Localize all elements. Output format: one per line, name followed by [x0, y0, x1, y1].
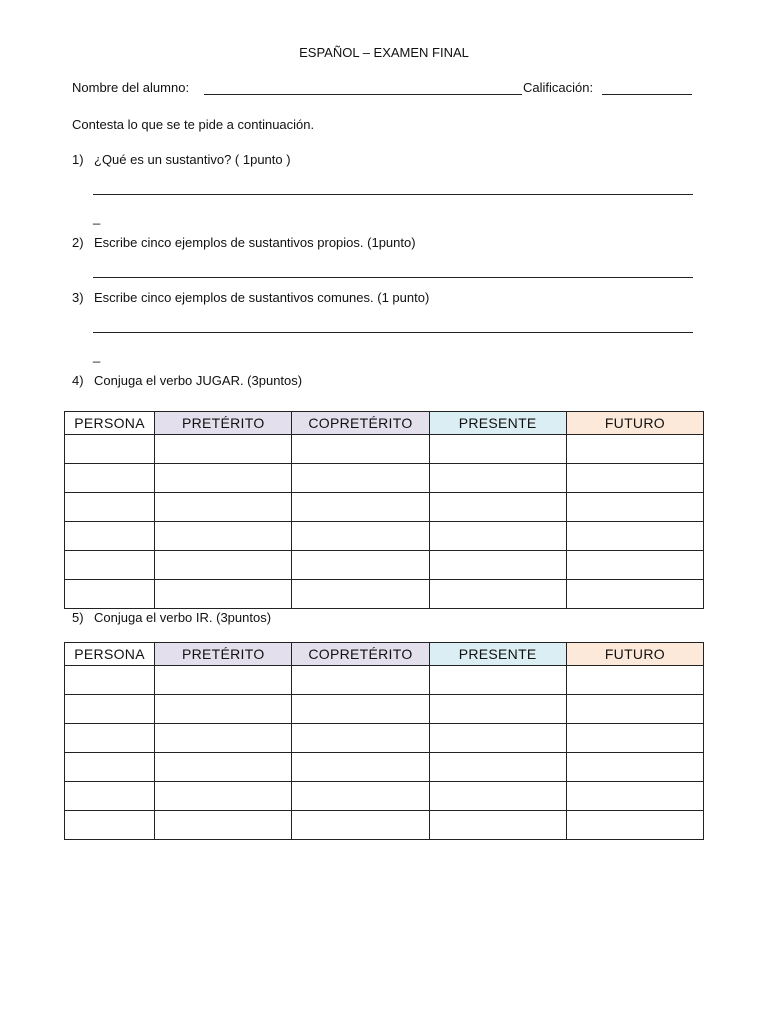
header-futuro: FUTURO: [566, 412, 703, 435]
answer-cell[interactable]: [155, 753, 292, 782]
answer-1-line[interactable]: [93, 194, 693, 195]
grade-label: Calificación:: [523, 80, 594, 95]
answer-cell[interactable]: [429, 551, 566, 580]
header-presente: PRESENTE: [429, 412, 566, 435]
answer-cell[interactable]: [292, 811, 429, 840]
header-persona: PERSONA: [65, 643, 155, 666]
answer-cell[interactable]: [566, 811, 703, 840]
table-header-row: [65, 412, 704, 435]
answer-cell[interactable]: [566, 695, 703, 724]
answer-cell[interactable]: [429, 435, 566, 464]
answer-cell[interactable]: [292, 493, 429, 522]
header-copreterito: COPRETÉRITO: [292, 643, 429, 666]
answer-cell[interactable]: [292, 435, 429, 464]
answer-cell[interactable]: [65, 580, 155, 609]
answer-cell[interactable]: [65, 811, 155, 840]
answer-cell[interactable]: [429, 782, 566, 811]
answer-cell[interactable]: [429, 522, 566, 551]
answer-cell[interactable]: [155, 724, 292, 753]
answer-cell[interactable]: [65, 666, 155, 695]
question-2-number: 2): [72, 235, 84, 250]
answer-cell[interactable]: [566, 580, 703, 609]
instructions: Contesta lo que se te pide a continuación.: [72, 117, 315, 132]
conjugation-table-ir: [64, 642, 704, 840]
answer-cell[interactable]: [65, 464, 155, 493]
answer-cell[interactable]: [292, 580, 429, 609]
answer-cell[interactable]: [155, 811, 292, 840]
answer-3-tail: _: [93, 348, 101, 363]
answer-cell[interactable]: [429, 724, 566, 753]
question-2-text: Escribe cinco ejemplos de sustantivos propios. (1punto): [94, 235, 416, 250]
answer-cell[interactable]: [429, 464, 566, 493]
answer-cell[interactable]: [566, 493, 703, 522]
answer-cell[interactable]: [155, 666, 292, 695]
table-row: [65, 782, 704, 811]
question-1-text: ¿Qué es un sustantivo? ( 1punto ): [94, 152, 291, 167]
question-5-text: Conjuga el verbo IR. (3puntos): [94, 610, 272, 625]
question-4-number: 4): [72, 373, 84, 388]
table-header-row: [65, 643, 704, 666]
header-preterito: PRETÉRITO: [155, 643, 292, 666]
header-futuro: FUTURO: [566, 643, 703, 666]
conjugation-table-jugar: [64, 411, 704, 609]
answer-cell[interactable]: [155, 464, 292, 493]
answer-cell[interactable]: [429, 666, 566, 695]
answer-cell[interactable]: [65, 522, 155, 551]
answer-cell[interactable]: [292, 522, 429, 551]
table-row: [65, 580, 704, 609]
answer-cell[interactable]: [429, 753, 566, 782]
student-name-label: Nombre del alumno:: [72, 80, 190, 95]
answer-cell[interactable]: [155, 522, 292, 551]
answer-cell[interactable]: [65, 695, 155, 724]
header-presente: PRESENTE: [429, 643, 566, 666]
exam-title: ESPAÑOL – EXAMEN FINAL: [299, 45, 469, 60]
answer-cell[interactable]: [65, 435, 155, 464]
table-row: [65, 724, 704, 753]
answer-cell[interactable]: [566, 753, 703, 782]
table-row: [65, 753, 704, 782]
answer-cell[interactable]: [566, 724, 703, 753]
table-row: [65, 493, 704, 522]
answer-cell[interactable]: [65, 493, 155, 522]
answer-cell[interactable]: [429, 493, 566, 522]
student-name-field[interactable]: [204, 94, 522, 95]
answer-cell[interactable]: [65, 782, 155, 811]
answer-cell[interactable]: [65, 753, 155, 782]
answer-cell[interactable]: [155, 782, 292, 811]
table-row: [65, 666, 704, 695]
table-row: [65, 551, 704, 580]
answer-cell[interactable]: [292, 782, 429, 811]
question-1-number: 1): [72, 152, 84, 167]
answer-cell[interactable]: [566, 782, 703, 811]
answer-cell[interactable]: [566, 666, 703, 695]
table-row: [65, 695, 704, 724]
answer-cell[interactable]: [292, 695, 429, 724]
answer-cell[interactable]: [429, 580, 566, 609]
answer-cell[interactable]: [566, 464, 703, 493]
answer-cell[interactable]: [155, 580, 292, 609]
answer-cell[interactable]: [292, 551, 429, 580]
answer-cell[interactable]: [65, 724, 155, 753]
question-4-text: Conjuga el verbo JUGAR. (3puntos): [94, 373, 303, 388]
header-preterito: PRETÉRITO: [155, 412, 292, 435]
grade-field[interactable]: [602, 94, 692, 95]
answer-cell[interactable]: [566, 435, 703, 464]
answer-cell[interactable]: [155, 493, 292, 522]
answer-cell[interactable]: [292, 753, 429, 782]
answer-cell[interactable]: [155, 551, 292, 580]
answer-cell[interactable]: [429, 695, 566, 724]
question-5-number: 5): [72, 610, 84, 625]
answer-cell[interactable]: [566, 551, 703, 580]
table-row: [65, 435, 704, 464]
table-row: [65, 522, 704, 551]
answer-cell[interactable]: [155, 695, 292, 724]
header-persona: PERSONA: [65, 412, 155, 435]
table-row: [65, 811, 704, 840]
answer-2-line[interactable]: [93, 277, 693, 278]
header-copreterito: COPRETÉRITO: [292, 412, 429, 435]
answer-cell[interactable]: [65, 551, 155, 580]
answer-cell[interactable]: [292, 666, 429, 695]
answer-3-line[interactable]: [93, 332, 693, 333]
answer-cell[interactable]: [292, 724, 429, 753]
answer-cell[interactable]: [429, 811, 566, 840]
question-3-text: Escribe cinco ejemplos de sustantivos comunes. (1 punto): [94, 290, 430, 305]
answer-1-tail: _: [93, 210, 101, 225]
answer-cell[interactable]: [566, 522, 703, 551]
table-row: [65, 464, 704, 493]
question-3-number: 3): [72, 290, 84, 305]
answer-cell[interactable]: [155, 435, 292, 464]
answer-cell[interactable]: [292, 464, 429, 493]
